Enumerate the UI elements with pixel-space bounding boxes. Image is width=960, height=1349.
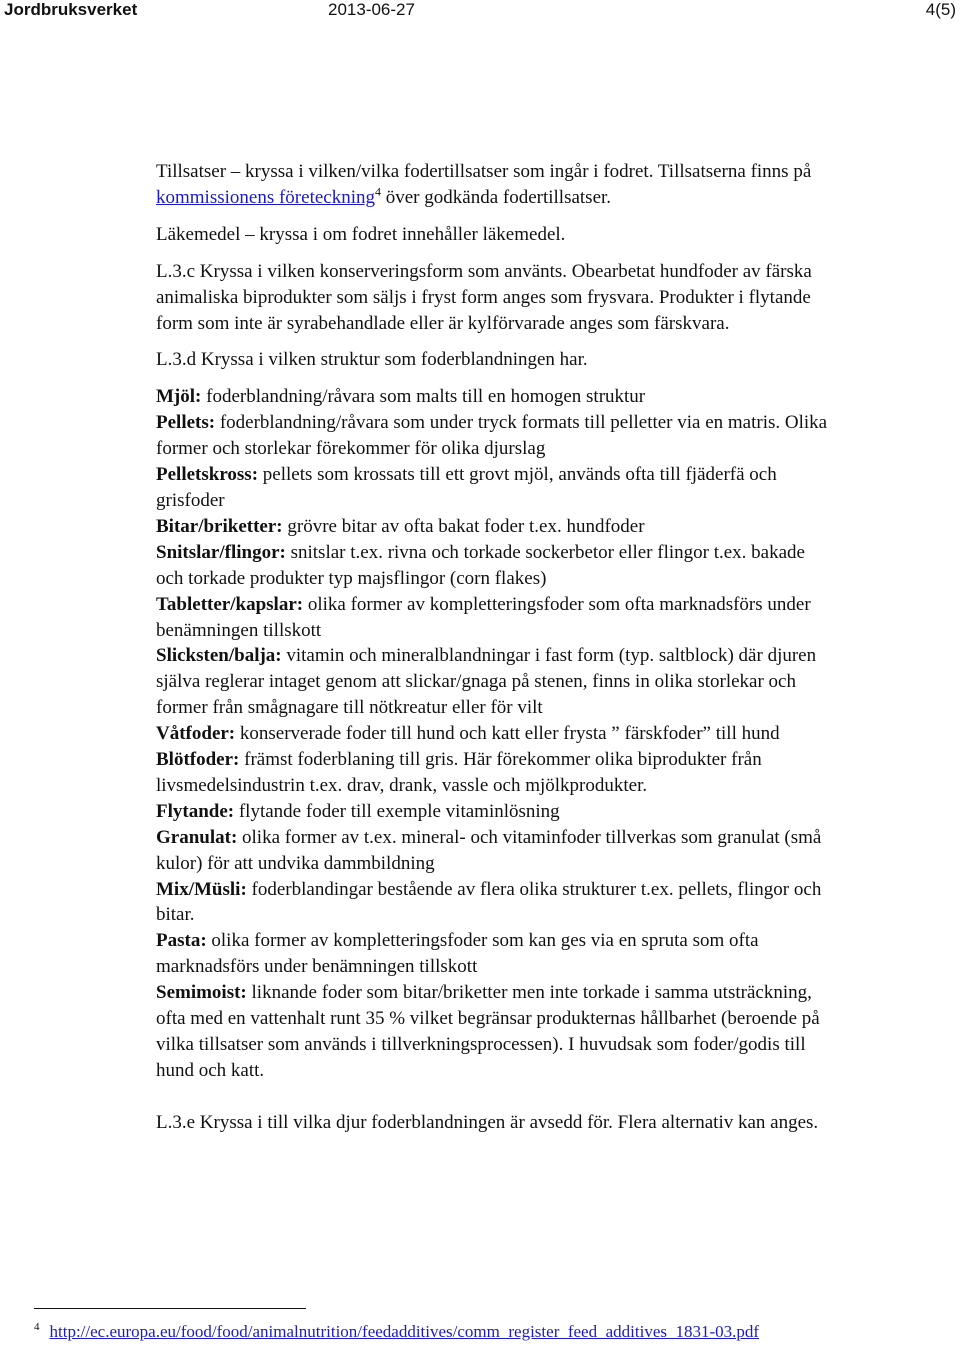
definition-term: Semimoist: [156, 982, 247, 1004]
definition-text: pellets som krossats till ett grovt mjöl, används ofta till fjäderfä och grisfoder [156, 464, 777, 511]
definition-term: Pellets: [156, 412, 216, 434]
definition-item [156, 980, 828, 1084]
header-page-number: 4(5) [925, 0, 956, 19]
definition-item [156, 877, 828, 929]
definition-item [156, 462, 828, 514]
l3c-paragraph: L.3.c Kryssa i vilken konserveringsform som använts. Obearbetat hundfoder av färska animaliska biprodukter som säljs i fryst form anges som frysvara. Produkter i flytande form som inte är syrabehandlade eller är kylförvarade anges som färskvara. [156, 260, 812, 334]
definition-term: Pelletskross: [156, 464, 259, 486]
footnote [34, 1321, 759, 1343]
definition-text: flytande foder till exemple vitaminlösning [234, 800, 560, 822]
definition-text: konserverade foder till hund och katt eller frysta ” färskfoder” till hund [235, 723, 780, 745]
definition-item [156, 643, 828, 721]
definition-term: Blötfoder: [156, 749, 240, 771]
definition-text: olika former av kompletteringsfoder som kan ges via en spruta som ofta marknadsförs under benämningen tillskott [156, 930, 759, 978]
definition-item [156, 514, 828, 540]
definition-item [156, 799, 828, 825]
header-organization: Jordbruksverket [4, 0, 138, 19]
definition-term: Bitar/briketter: [156, 515, 283, 537]
definition-term: Flytande: [156, 800, 235, 822]
footnote-divider [34, 1308, 306, 1309]
commission-register-link[interactable]: kommissionens företeckning [156, 186, 375, 208]
definition-term: Pasta: [156, 930, 207, 952]
lakemedel-paragraph: Läkemedel – kryssa i om fodret innehåller läkemedel. [156, 223, 566, 245]
tillsatser-paragraph [156, 159, 828, 211]
footnote-ref: 4 [375, 184, 381, 199]
definition-item [156, 410, 828, 462]
definition-text: främst foderblaning till gris. Här förekommer olika biprodukter från livsmedelsindustrin t.ex. drav, drank, vassle och mjölkprodukter. [156, 749, 762, 796]
definition-item [156, 540, 828, 592]
structure-definitions [156, 384, 828, 1083]
definition-text: olika former av kompletteringsfoder som ofta marknadsförs under benämningen tillskott [156, 593, 811, 641]
definition-text: foderblandning/råvara som under tryck formats till pelletter via en matris. Olika former och storlekar förekommer för olika djurslag [156, 412, 828, 460]
definition-item [156, 825, 828, 877]
definition-text: vitamin och mineralblandningar i fast form (typ. saltblock) där djuren själva reglerar intaget genom att slickar/gnaga på stenen, finns in olika storlekar och former från smågnagare till nötkreatur eller för vilt [156, 645, 817, 719]
definition-term: Slicksten/balja: [156, 645, 282, 667]
l3e-paragraph: L.3.e Kryssa i till vilka djur foderblandningen är avsedd för. Flera alternativ kan anges. [156, 1111, 819, 1133]
definition-term: Mjöl: [156, 386, 202, 408]
definition-item [156, 928, 828, 980]
l3d-paragraph: L.3.d Kryssa i vilken struktur som foderblandningen har. [156, 349, 588, 371]
header-date: 2013-06-27 [328, 0, 415, 19]
definition-term: Mix/Müsli: [156, 878, 247, 900]
page-header [0, 0, 960, 24]
definition-term: Tabletter/kapslar: [156, 593, 304, 615]
footnote-url-link[interactable]: http://ec.europa.eu/food/food/animalnutrition/feedadditives/comm_register_feed_additives_1831-03.pdf [49, 1322, 760, 1341]
definition-item [156, 747, 828, 799]
definition-term: Granulat: [156, 826, 238, 848]
definition-text: olika former av t.ex. mineral- och vitaminfoder tillverkas som granulat (små kulor) för att undvika dammbildning [156, 826, 822, 874]
definition-text: grövre bitar av ofta bakat foder t.ex. hundfoder [282, 515, 645, 537]
definition-item [156, 592, 828, 644]
definition-text: foderblandingar bestående av flera olika strukturer t.ex. pellets, flingor och bitar. [156, 878, 822, 926]
definition-term: Snitslar/flingor: [156, 541, 286, 563]
definition-item [156, 384, 828, 410]
document-body [156, 159, 828, 1136]
definition-term: Våtfoder: [156, 723, 236, 745]
definition-item [156, 721, 828, 747]
tillsatser-outro: över godkända fodertillsatser. [381, 186, 612, 208]
definition-text: liknande foder som bitar/briketter men inte torkade i samma utsträckning, ofta med en vattenhalt runt 35 % vilket begränsar produkternas hållbarhet (beroende på vilka tillsatser som används i tillverkningsprocessen). I huvudsak som foder/godis till hund och katt. [156, 982, 820, 1081]
definition-text: foderblandning/råvara som malts till en homogen struktur [201, 386, 646, 408]
footnote-number: 4 [34, 1321, 40, 1334]
definition-text: snitslar t.ex. rivna och torkade sockerbetor eller flingor t.ex. bakade och torkade produkter typ majsflingor (corn flakes) [156, 541, 805, 589]
tillsatser-intro: Tillsatser – kryssa i vilken/vilka fodertillsatser som ingår i fodret. Tillsatserna finns på [156, 161, 812, 182]
